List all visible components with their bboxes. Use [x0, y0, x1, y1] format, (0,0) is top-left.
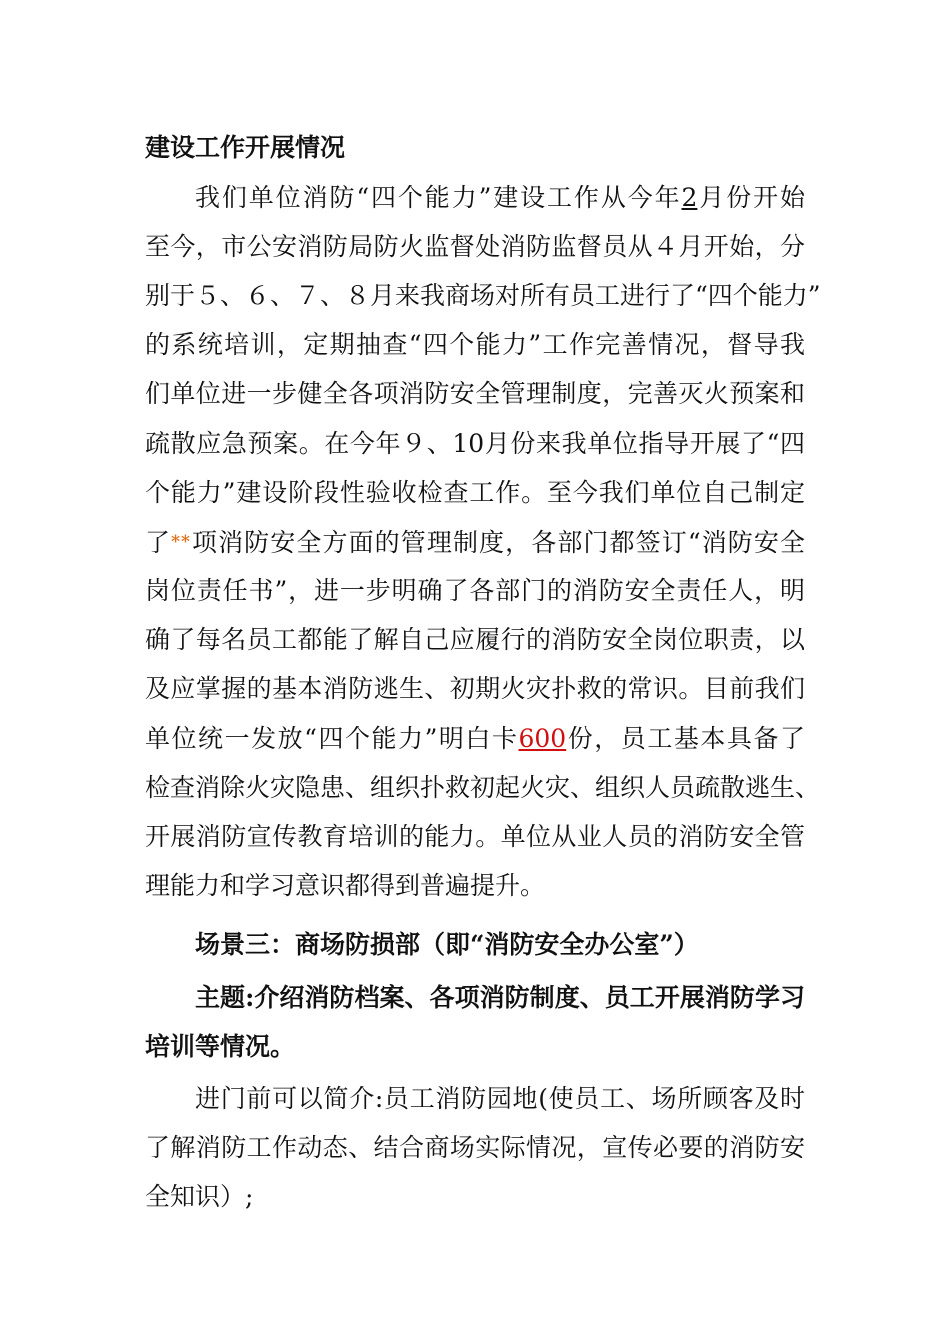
paragraph-line: 的系统培训，定期抽查“四个能力”工作完善情况，督导我 [145, 330, 805, 359]
text-span: 了 [145, 528, 172, 557]
paragraph-line: 检查消除火灾隐患、组织扑救初起火灾、组织人员疏散逃生、 [145, 773, 821, 802]
paragraph-line [195, 182, 805, 214]
paragraph-line: 个能力”建设阶段性验收检查工作。至今我们单位自己制定 [145, 478, 805, 507]
paragraph-line: 及应掌握的基本消防逃生、初期火灾扑救的常识。目前我们 [145, 674, 805, 703]
underlined-month: 2 [681, 183, 698, 212]
paragraph-line: 开展消防宣传教育培训的能力。单位从业人员的消防安全管 [145, 822, 805, 851]
section-heading: 建设工作开展情况 [145, 133, 346, 162]
theme-line: 培训等情况。 [145, 1032, 296, 1061]
paragraph-line: 岗位责任书”，进一步明确了各部门的消防安全责任人，明 [145, 576, 805, 605]
intro-line: 全知识）; [145, 1182, 254, 1211]
paragraph-line: 至今，市公安消防局防火监督处消防监督员从４月开始，分 [145, 232, 805, 261]
text-span: 项消防安全方面的管理制度，各部门都签订“消防安全 [190, 528, 805, 557]
intro-line: 进门前可以简介:员工消防园地(使员工、场所顾客及时 [195, 1084, 805, 1113]
placeholder-stars: ** [171, 532, 191, 552]
paragraph-line: 别于５、６、７、８月来我商场对所有员工进行了“四个能力” [145, 281, 821, 310]
text-span: 份，员工基本具备了 [566, 724, 805, 753]
paragraph-line [145, 723, 805, 755]
text-span: 我们单位消防“四个能力”建设工作从今年 [195, 183, 682, 212]
text-span: 月份开始 [697, 183, 805, 212]
paragraph-line: 确了每名员工都能了解自己应履行的消防安全岗位职责，以 [145, 625, 805, 654]
paragraph-line: 理能力和学习意识都得到普遍提升。 [145, 871, 546, 900]
paragraph-line: 们单位进一步健全各项消防安全管理制度，完善灭火预案和 [145, 379, 805, 408]
text-span: 单位统一发放“四个能力”明白卡 [145, 724, 519, 753]
scene-heading: 场景三：商场防损部（即“消防安全办公室”） [195, 930, 699, 959]
theme-line: 主题:介绍消防档案、各项消防制度、员工开展消防学习 [195, 983, 805, 1012]
intro-line: 了解消防工作动态、结合商场实际情况，宣传必要的消防安 [145, 1133, 805, 1162]
card-count-number: 600 [518, 724, 567, 753]
paragraph-line [145, 526, 805, 558]
paragraph-line: 疏散应急预案。在今年９、10月份来我单位指导开展了“四 [145, 429, 805, 458]
